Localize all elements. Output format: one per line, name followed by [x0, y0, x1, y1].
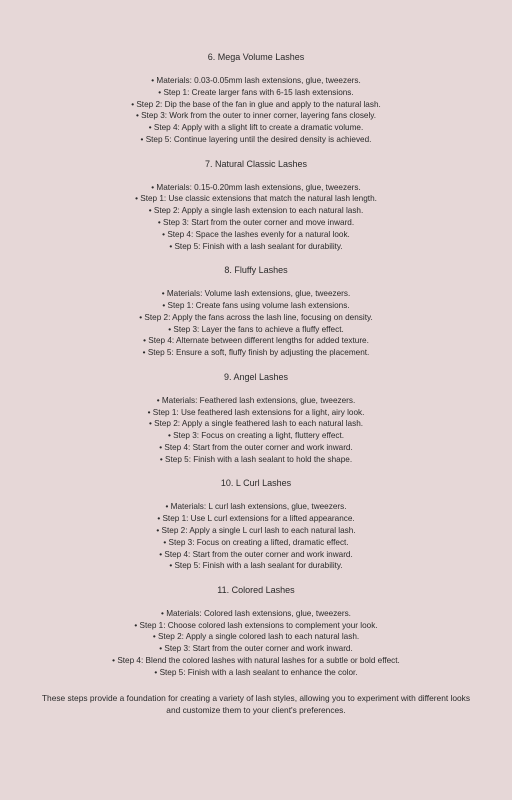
section-line: • Step 2: Apply a single L curl lash to each natural lash.	[156, 525, 356, 535]
section-line: • Step 4: Space the lashes evenly for a natural look.	[162, 229, 350, 239]
section-line: • Step 1: Create larger fans with 6-15 lash extensions.	[158, 87, 354, 97]
section-line: • Step 1: Use L curl extensions for a lifted appearance.	[157, 514, 355, 524]
section-line: • Step 5: Ensure a soft, fluffy finish by adjusting the placement.	[142, 348, 370, 358]
section-angel	[0, 371, 512, 478]
section-line: • Materials: Volume lash extensions, glue, tweezers.	[161, 289, 351, 299]
section-mega-volume	[0, 51, 512, 158]
section-title: 10. L Curl Lashes	[220, 478, 292, 489]
section-line: • Step 3: Layer the fans to achieve a fluffy effect.	[168, 324, 344, 334]
section-line: • Step 4: Apply with a slight lift to create a dramatic volume.	[148, 123, 364, 133]
closing-paragraph: These steps provide a foundation for creating a variety of lash styles, allowing you to experiment with different looks and customize them to your client's preferences.	[41, 693, 471, 716]
section-title: 9. Angel Lashes	[223, 371, 289, 382]
section-title: 11. Colored Lashes	[217, 584, 295, 595]
section-line: • Step 3: Start from the outer corner and move inward.	[157, 217, 355, 227]
section-line: • Step 2: Apply a single colored lash to each natural lash.	[152, 632, 360, 642]
section-title: 6. Mega Volume Lashes	[207, 52, 305, 62]
section-line: • Step 3: Work from the outer to inner corner, layering fans closely.	[135, 111, 377, 121]
section-colored	[0, 584, 512, 691]
section-line: • Materials: 0.03-0.05mm lash extensions, glue, tweezers.	[151, 76, 361, 85]
section-line: • Step 4: Start from the outer corner and work inward.	[159, 549, 353, 559]
section-line: • Step 4: Alternate between different lengths for added texture.	[143, 336, 369, 346]
section-title: 8. Fluffy Lashes	[224, 265, 288, 276]
section-line: • Step 5: Finish with a lash sealant for durability.	[169, 241, 343, 251]
section-line: • Step 1: Use classic extensions that match the natural lash length.	[135, 194, 377, 204]
section-line: • Step 4: Blend the colored lashes with natural lashes for a subtle or bold effect.	[112, 656, 400, 666]
section-line: • Materials: L curl lash extensions, glue, tweezers.	[165, 502, 347, 512]
section-line: • Materials: Colored lash extensions, glue, tweezers.	[161, 608, 351, 618]
section-line: • Step 3: Focus on creating a light, fluttery effect.	[167, 431, 345, 441]
section-line: • Step 2: Apply a single feathered lash to each natural lash.	[148, 419, 364, 429]
section-fluffy	[0, 264, 512, 371]
section-l-curl	[0, 477, 512, 584]
section-line: • Step 3: Start from the outer corner and work inward.	[159, 644, 353, 654]
section-line: • Step 3: Focus on creating a lifted, dramatic effect.	[163, 537, 349, 547]
section-line: • Step 5: Continue layering until the desired density is achieved.	[140, 134, 372, 144]
section-line: • Step 5: Finish with a lash sealant to hold the shape.	[159, 454, 353, 464]
section-line: • Step 4: Start from the outer corner and work inward.	[159, 442, 353, 452]
section-line: • Step 1: Create fans using volume lash extensions.	[162, 300, 350, 310]
section-line: • Step 5: Finish with a lash sealant for durability.	[169, 561, 343, 571]
section-line: • Materials: 0.15-0.20mm lash extensions, glue, tweezers.	[151, 182, 361, 192]
section-natural-classic	[0, 158, 512, 265]
section-line: • Step 1: Choose colored lash extensions to complement your look.	[134, 620, 378, 630]
section-line: • Step 5: Finish with a lash sealant to enhance the color.	[154, 667, 358, 677]
section-line: • Step 2: Apply a single lash extension to each natural lash.	[148, 206, 364, 216]
section-line: • Step 2: Dip the base of the fan in glue and apply to the natural lash.	[131, 99, 381, 109]
section-line: • Materials: Feathered lash extensions, glue, tweezers.	[156, 395, 356, 405]
section-line: • Step 1: Use feathered lash extensions for a light, airy look.	[147, 407, 365, 417]
section-title: 7. Natural Classic Lashes	[204, 158, 308, 169]
section-line: • Step 2: Apply the fans across the lash line, focusing on density.	[139, 312, 373, 322]
